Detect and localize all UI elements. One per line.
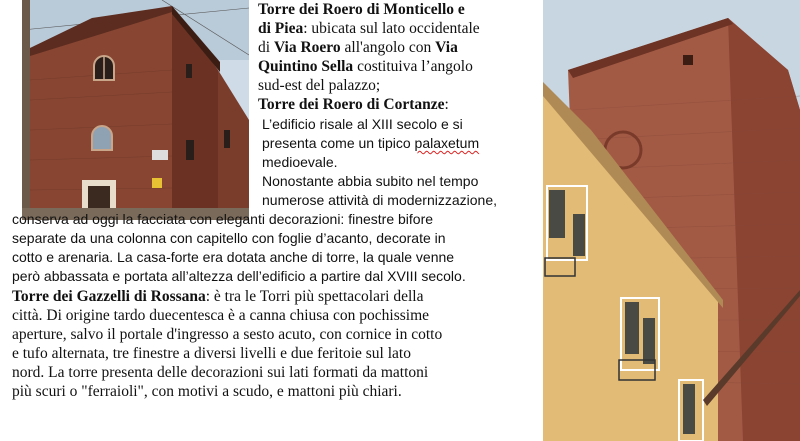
street-via: Via [435,39,458,56]
misspelled-word: palaxetum [414,135,480,151]
section-2-line-6: conserva ad oggi la facciata con eleganti decorazioni: finestre bifore [12,211,434,227]
section-1-line-2: di Piea: ubicata sul lato occidentale [258,20,480,37]
section-2-line-2: presenta come un tipico palaxetum [262,135,480,151]
section-2-line-4: Nonostante abbia subito nel tempo [262,173,479,189]
section-2-line-3: medioevale. [262,154,338,170]
section-title-roero-cortanze: Torre dei Roero di Cortanze [258,96,445,113]
section-title-roero-monticello-cont: di Piea [258,20,304,37]
section-3-line-4: e tufo alternata, tre finestre a diversi livelli e due feritoie sul lato [12,345,411,362]
section-2-line-8: cotto e arenaria. La casa-forte era dotata anche di torre, la quale venne [12,249,455,265]
street-via-roero: Via Roero [273,39,341,56]
section-3-line-5: nord. La torre presenta delle decorazioni sui lati formati da mattoni [12,364,429,381]
street-quintino-sella: Quintino Sella [258,58,354,75]
section-3-line-6: più scuri o "ferraioli", con motivi a scudo, e mattoni più chiari. [12,383,402,400]
section-1-line-1 [258,0,465,19]
section-1-line-3: di Via Roero all'angolo con Via [258,39,458,56]
brick-tower-photo [543,0,800,441]
section-1-line-4: Quintino Sella costituiva l’angolo [258,58,473,75]
section-2-line-1: L’edificio risale al XIII secolo e si [262,116,463,132]
section-2-line-5: numerose attività di modernizzazione, [262,192,498,208]
section-title-roero-monticello: Torre dei Roero di Monticello e [258,1,465,18]
section-3-line-1: Torre dei Gazzelli di Rossana: è tra le Torri più spettacolari della [12,288,424,305]
section-2-line-9: però abbassata e portata all’altezza dell’edificio a partire dal XVIII secolo. [12,268,466,284]
section-2-line-7: separate da una colonna con capitello con foglie d’acanto, decorate in [12,230,446,246]
section-3-line-2: città. Di origine tardo duecentesca è a canna chiusa con pochissime [12,307,430,324]
section-1-line-5: sud-est del palazzo; [258,77,381,94]
palace-with-corner-tower-photo [22,0,249,220]
section-title-gazzelli-rossana: Torre dei Gazzelli di Rossana [12,288,206,305]
section-3-line-3: aperture, salvo il portale d'ingresso a sesto acuto, con cornice in cotto [12,326,443,343]
section-2-title-line: Torre dei Roero di Cortanze: [258,96,449,113]
